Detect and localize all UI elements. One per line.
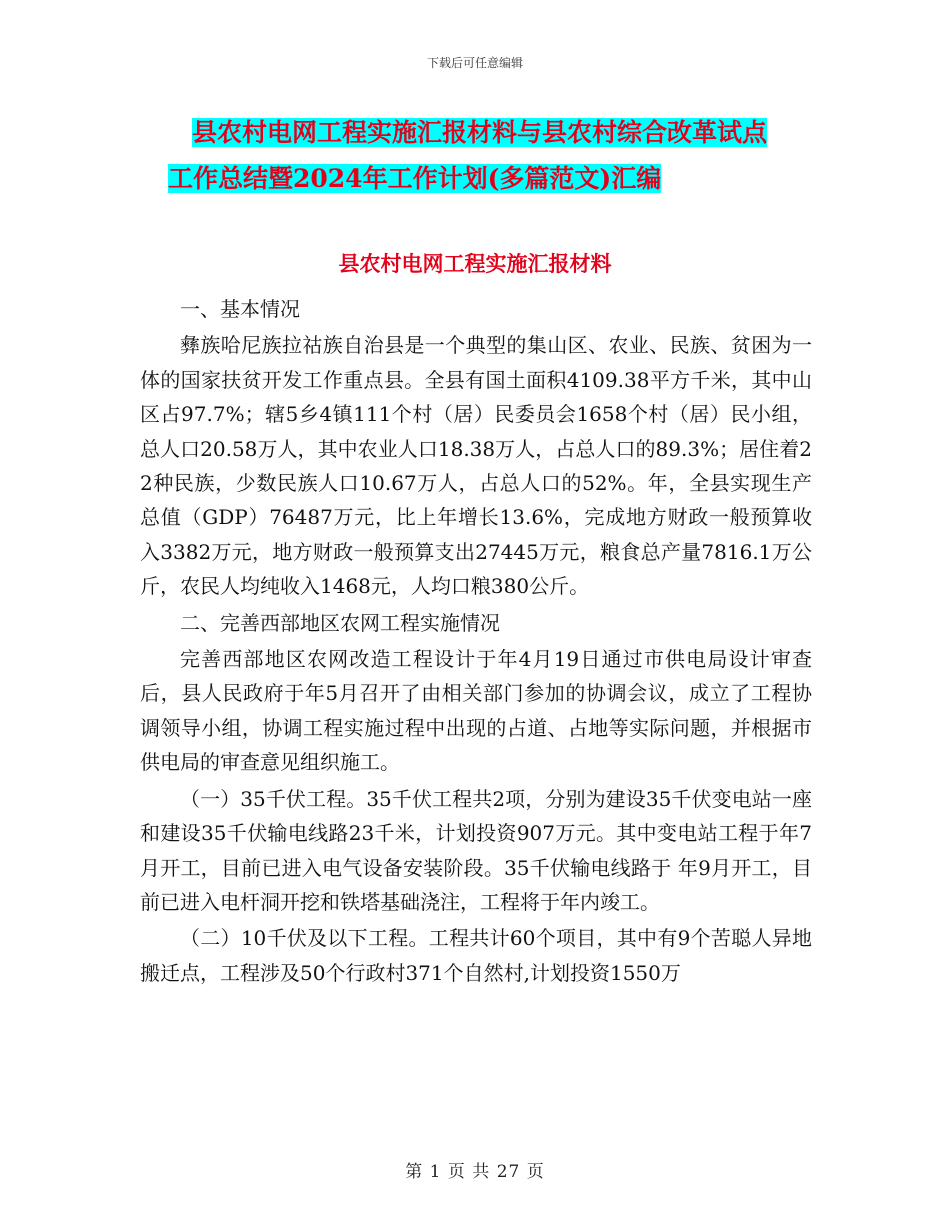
page-number-footer: 第 1 页 共 27 页	[405, 1162, 545, 1182]
document-body	[140, 292, 812, 990]
title-line-2-text: 工作总结暨2024年工作计划(多篇范文)汇编	[168, 164, 662, 193]
paragraph-10kv-project: （二）10千伏及以下工程。工程共计60个项目，其中有9个苦聪人异地搬迁点，工程涉及50个行政村371个自然村,计划投资1550万	[140, 926, 812, 985]
heading-basic-situation: 一、基本情况	[180, 297, 300, 321]
heading-rural-grid-implementation: 二、完善西部地区农网工程实施情况	[180, 610, 500, 635]
document-title-line-1	[140, 110, 840, 156]
paragraph-basic-situation: 彝族哈尼族拉祜族自治县是一个典型的集山区、农业、民族、贫困为一体的国家扶贫开发工作重点县。全县有国土面积4109.38平方千米，其中山区占97.7%；辖5乡4镇111个村（居）民委员会1658个村（居）民小组，总人口20.58万人，其中农业人口18.38万人，占总人口的89.3%；居住着22种民族，少数民族人口10.67万人，占总人口的52%。年，全县实现生产总值（GDP）76487万元，比上年增长13.6%，完成地方财政一般预算收入3382万元，地方财政一般预算支出27445万元，粮食总产量7816.1万公斤，农民人均纯收入1468元，人均口粮380公斤。	[140, 333, 812, 599]
paragraph-35kv-project: （一）35千伏工程。35千伏工程共2项，分别为建设35千伏变电站一座和建设35千伏输电线路23千米，计划投资907万元。其中变电站工程于年7月开工，目前已进入电气设备安装阶段。35千伏输电线路于 年9月开工，目前已进入电杆洞开挖和铁塔基础浇注，工程将于年内竣工。	[140, 786, 812, 914]
header-note: 下载后可任意编辑	[426, 56, 523, 70]
section-title: 县农村电网工程实施汇报材料	[338, 251, 612, 276]
paragraph-rural-grid-implementation: 完善西部地区农网改造工程设计于年4月19日通过市供电局设计审查后，县人民政府于年5月召开了由相关部门参加的协调会议，成立了工程协调领导小组，协调工程实施过程中出现的占道、占地等实际问题，并根据市供电局的审查意见组织施工。	[140, 647, 812, 775]
document-title-line-2	[140, 156, 840, 202]
title-line-1-text: 县农村电网工程实施汇报材料与县农村综合改革试点	[192, 118, 768, 147]
document-title	[140, 110, 840, 202]
